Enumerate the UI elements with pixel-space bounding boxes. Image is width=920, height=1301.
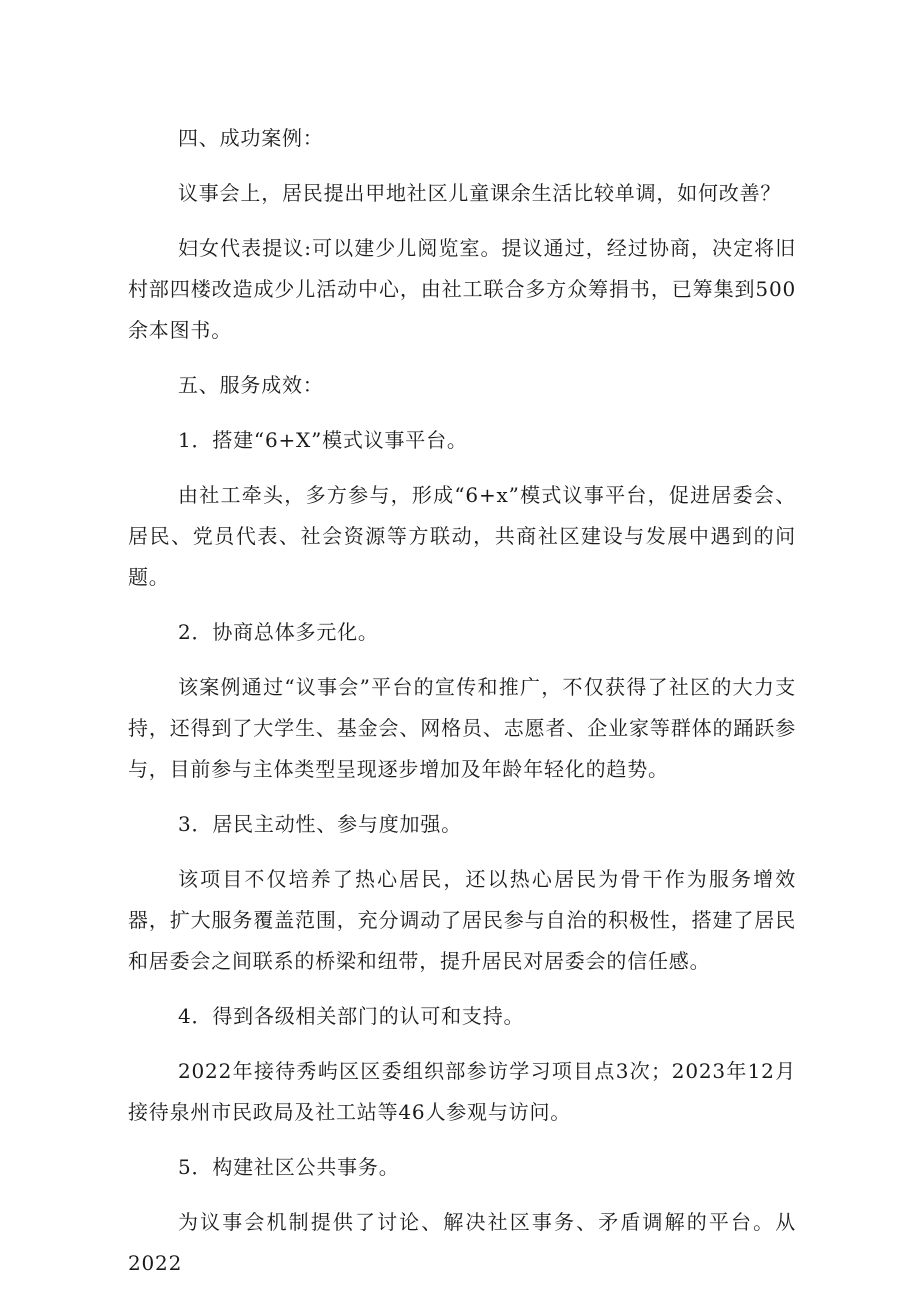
paragraph-women-proposal: 妇女代表提议:可以建少儿阅览室。提议通过，经过协商，决定将旧村部四楼改造成少儿活动中心，由社工联合多方众筹捐书，已筹集到500余本图书。: [128, 236, 796, 342]
item-body-4: 2022年接待秀屿区区委组织部参访学习项目点3次；2023年12月接待泉州市民政局及社工站等46人参观与访问。: [128, 1059, 796, 1124]
item-body-2: 该案例通过“议事会”平台的宣传和推广，不仅获得了社区的大力支持，还得到了大学生、基金会、网格员、志愿者、企业家等群体的踊跃参与，目前参与主体类型呈现逐步增加及年龄年轻化的趋势。: [128, 675, 796, 781]
item-title-3: 3．居民主动性、参与度加强。: [178, 812, 462, 836]
section-heading-service-results: 五、服务成效：: [178, 373, 324, 397]
paragraph-resident-question: 议事会上，居民提出甲地社区儿童课余生活比较单调，如何改善？: [178, 181, 782, 205]
item-title-2: 2．协商总体多元化。: [178, 620, 379, 644]
section-heading-success-case: 四、成功案例：: [178, 126, 324, 150]
item-title-5: 5．构建社区公共事务。: [178, 1155, 400, 1179]
item-title-1: 1．搭建“6+X”模式议事平台。: [178, 428, 468, 452]
item-body-1: 由社工牵头，多方参与，形成“6+x”模式议事平台，促进居委会、居民、党员代表、社会资源等方联动，共商社区建设与发展中遇到的问题。: [128, 483, 796, 589]
item-body-3: 该项目不仅培养了热心居民，还以热心居民为骨干作为服务增效器，扩大服务覆盖范围，充分调动了居民参与自治的积极性，搭建了居民和居委会之间联系的桥梁和纽带，提升居民对居委会的信任感。: [128, 867, 796, 973]
document-body: [128, 118, 796, 1298]
item-body-5: 为议事会机制提供了讨论、解决社区事务、矛盾调解的平台。从2022: [128, 1210, 796, 1275]
item-title-4: 4．得到各级相关部门的认可和支持。: [178, 1004, 525, 1028]
